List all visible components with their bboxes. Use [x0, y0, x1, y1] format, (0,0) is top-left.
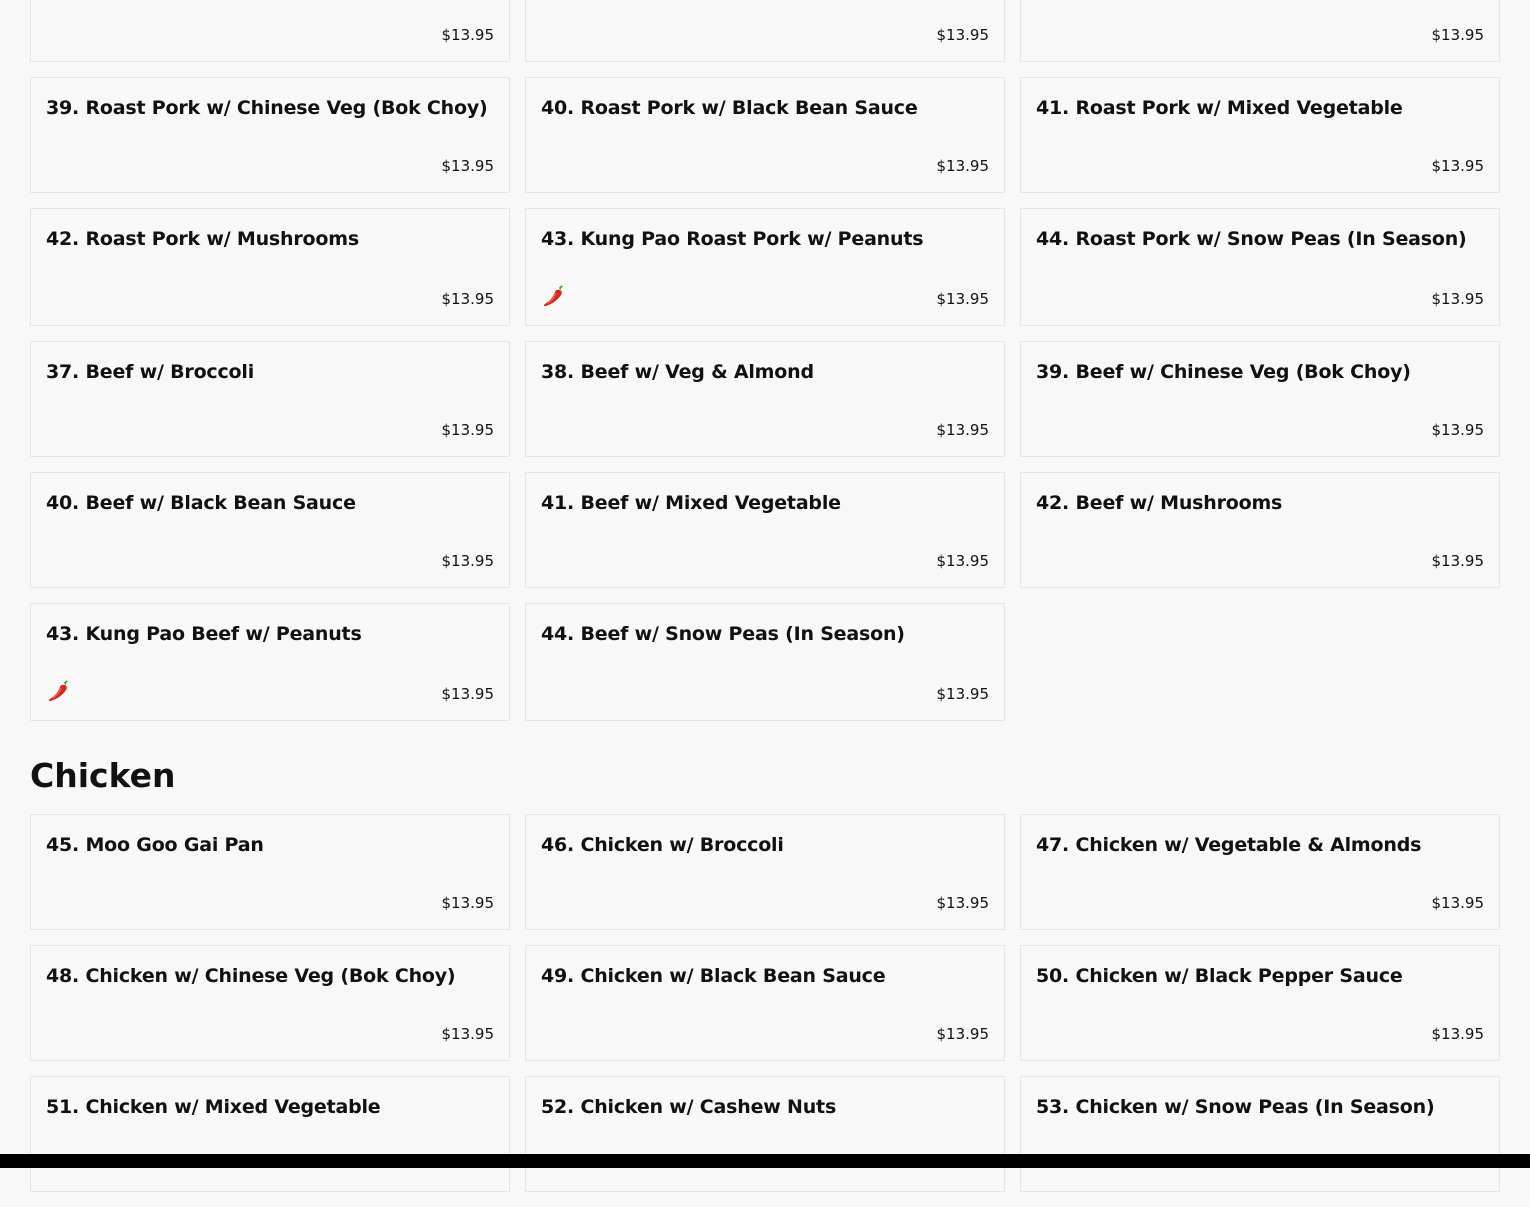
- item-title: 38. Beef w/ Veg & Almond: [541, 361, 814, 383]
- item-price: $13.95: [1431, 552, 1484, 570]
- item-title: 43. Kung Pao Roast Pork w/ Peanuts: [541, 228, 924, 250]
- menu-item-card[interactable]: [525, 814, 1005, 930]
- item-title: 40. Beef w/ Black Bean Sauce: [46, 492, 356, 514]
- item-price: $13.95: [936, 421, 989, 439]
- item-title: 41. Beef w/ Mixed Vegetable: [541, 492, 841, 514]
- item-title: 40. Roast Pork w/ Black Bean Sauce: [541, 97, 918, 119]
- item-title: 53. Chicken w/ Snow Peas (In Season): [1036, 1096, 1435, 1118]
- item-price: $13.95: [936, 157, 989, 175]
- item-price: $13.95: [441, 894, 494, 912]
- item-title: 49. Chicken w/ Black Bean Sauce: [541, 965, 886, 987]
- chili-pepper-icon: [46, 679, 72, 703]
- menu-grid-pork-beef: [30, 77, 1500, 736]
- item-price: $13.95: [1431, 1025, 1484, 1043]
- item-price: $13.95: [936, 26, 989, 44]
- item-title: 39. Beef w/ Chinese Veg (Bok Choy): [1036, 361, 1411, 383]
- item-title: 37. Beef w/ Broccoli: [46, 361, 255, 383]
- menu-content: [30, 0, 1500, 1207]
- menu-item-card[interactable]: [525, 945, 1005, 1061]
- chili-pepper-icon: [541, 284, 567, 308]
- item-price: $13.95: [936, 552, 989, 570]
- item-title: 42. Beef w/ Mushrooms: [1036, 492, 1283, 514]
- menu-item-card[interactable]: [525, 603, 1005, 721]
- item-price: $13.95: [441, 1025, 494, 1043]
- menu-item-card[interactable]: [30, 0, 510, 62]
- item-title: 44. Roast Pork w/ Snow Peas (In Season): [1036, 228, 1467, 250]
- item-title: 47. Chicken w/ Vegetable & Almonds: [1036, 834, 1422, 856]
- item-price: $13.95: [1431, 157, 1484, 175]
- menu-item-card[interactable]: [525, 341, 1005, 457]
- item-price: $13.95: [441, 421, 494, 439]
- menu-item-card[interactable]: [30, 1076, 510, 1192]
- item-price: $13.95: [936, 685, 989, 703]
- section-heading-chicken: Chicken: [30, 756, 176, 795]
- menu-grid-top: [30, 0, 1500, 77]
- menu-item-card[interactable]: [30, 603, 510, 721]
- menu-item-card[interactable]: [525, 77, 1005, 193]
- item-price: $13.95: [1431, 26, 1484, 44]
- menu-item-card[interactable]: [1020, 77, 1500, 193]
- menu-item-card[interactable]: [525, 1076, 1005, 1192]
- menu-item-card[interactable]: [1020, 208, 1500, 326]
- menu-item-card[interactable]: [30, 472, 510, 588]
- item-price: $13.95: [1431, 290, 1484, 308]
- menu-item-card[interactable]: [30, 814, 510, 930]
- menu-item-card[interactable]: [30, 77, 510, 193]
- item-price: $13.95: [1431, 421, 1484, 439]
- item-price: $13.95: [441, 685, 494, 703]
- item-price: $13.95: [936, 290, 989, 308]
- item-title: 41. Roast Pork w/ Mixed Vegetable: [1036, 97, 1403, 119]
- menu-item-card[interactable]: [1020, 814, 1500, 930]
- item-price: $13.95: [1431, 894, 1484, 912]
- item-title: 51. Chicken w/ Mixed Vegetable: [46, 1096, 381, 1118]
- item-title: 52. Chicken w/ Cashew Nuts: [541, 1096, 837, 1118]
- item-price: $13.95: [936, 1025, 989, 1043]
- item-title: 48. Chicken w/ Chinese Veg (Bok Choy): [46, 965, 456, 987]
- item-price: $13.95: [441, 157, 494, 175]
- menu-item-card[interactable]: [525, 472, 1005, 588]
- menu-item-card[interactable]: [30, 945, 510, 1061]
- menu-item-card[interactable]: [525, 0, 1005, 62]
- menu-item-card[interactable]: [1020, 472, 1500, 588]
- menu-grid-chicken: [30, 814, 1500, 1207]
- item-price: $13.95: [441, 26, 494, 44]
- menu-item-card[interactable]: [1020, 1076, 1500, 1192]
- item-title: 39. Roast Pork w/ Chinese Veg (Bok Choy): [46, 97, 488, 119]
- bottom-bar: [0, 1154, 1530, 1168]
- item-title: 43. Kung Pao Beef w/ Peanuts: [46, 623, 362, 645]
- menu-item-card[interactable]: [525, 208, 1005, 326]
- menu-item-card[interactable]: [30, 341, 510, 457]
- item-title: 50. Chicken w/ Black Pepper Sauce: [1036, 965, 1403, 987]
- menu-item-card[interactable]: [1020, 945, 1500, 1061]
- item-title: 45. Moo Goo Gai Pan: [46, 834, 264, 856]
- item-price: $13.95: [441, 290, 494, 308]
- menu-item-card[interactable]: [1020, 341, 1500, 457]
- item-price: $13.95: [936, 894, 989, 912]
- item-price: $13.95: [441, 552, 494, 570]
- item-title: 42. Roast Pork w/ Mushrooms: [46, 228, 359, 250]
- item-title: 44. Beef w/ Snow Peas (In Season): [541, 623, 905, 645]
- menu-item-card[interactable]: [1020, 0, 1500, 62]
- menu-item-card[interactable]: [30, 208, 510, 326]
- item-title: 46. Chicken w/ Broccoli: [541, 834, 784, 856]
